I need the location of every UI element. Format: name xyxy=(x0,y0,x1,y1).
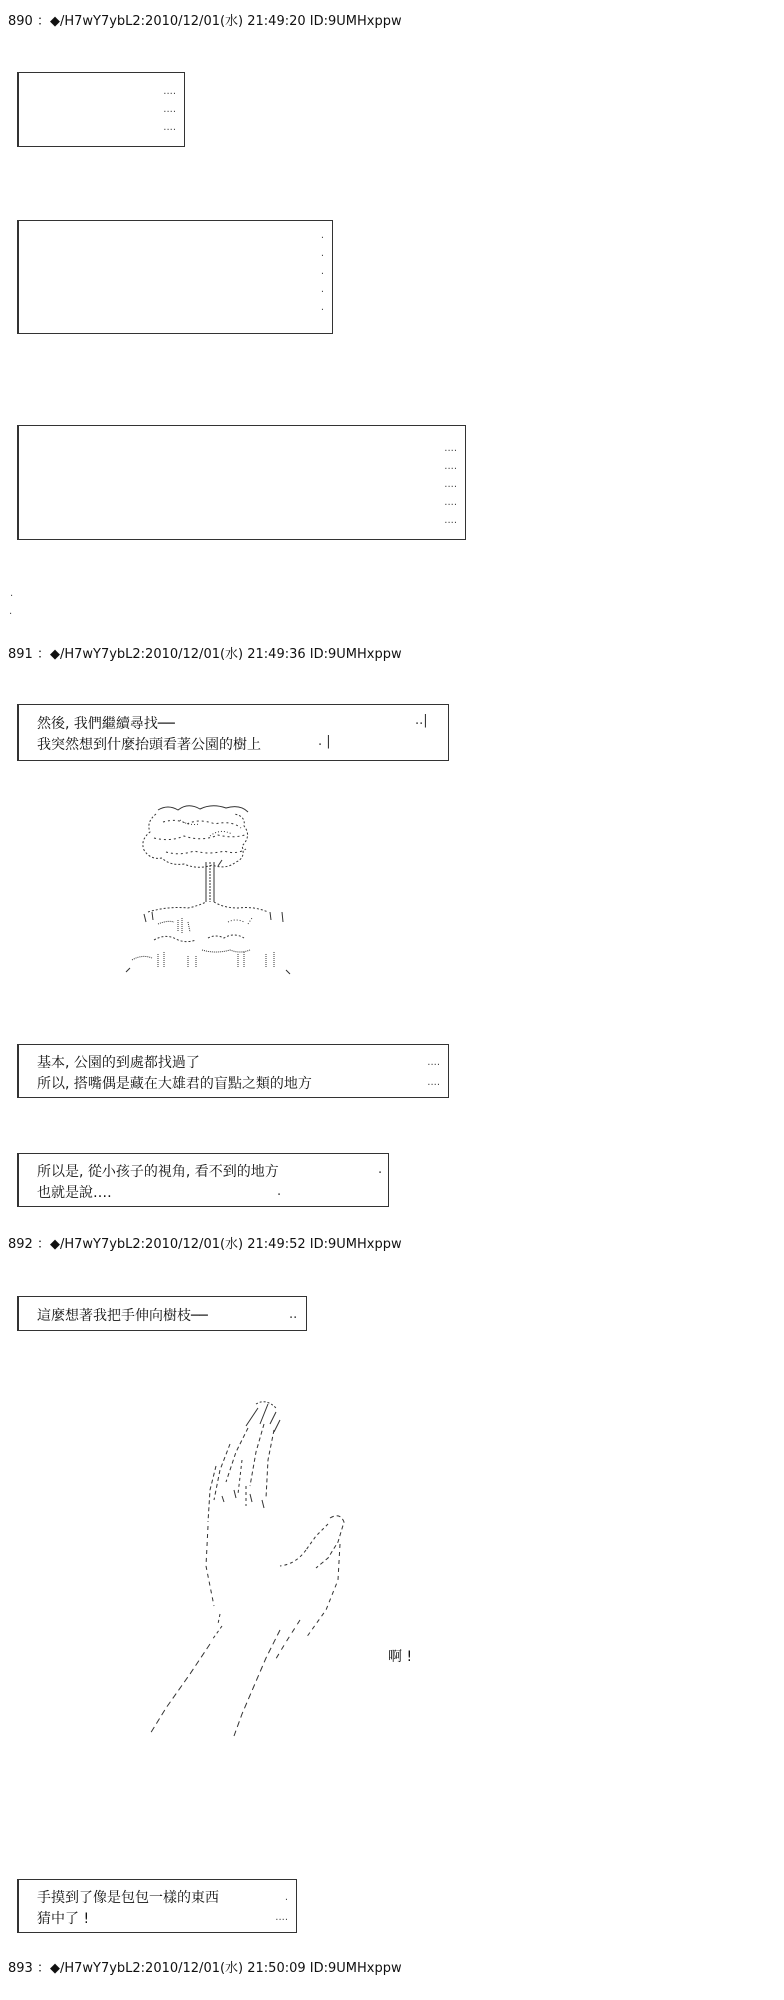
dialog-line: 猜中了 ! xyxy=(37,1911,90,1927)
dialog-line: 基本, 公園的到處都找過了 xyxy=(37,1055,200,1071)
dialog-line: 所以, 搭嘴偶是藏在大雄君的盲點之類的地方 xyxy=(37,1076,312,1092)
stray-dot: . xyxy=(10,588,14,599)
dialog-line: 所以是, 從小孩子的視角, 看不到的地方 xyxy=(37,1164,279,1180)
dialog-tail-mark: . xyxy=(378,1162,383,1177)
dialog-tail-mark: . xyxy=(277,1184,282,1199)
hand-ascii-art xyxy=(130,1400,370,1745)
dialog-line: 手摸到了像是包包一樣的東西 xyxy=(37,1890,219,1906)
dialog-box-dots: .... .... .... .... .... xyxy=(444,443,457,526)
dialog-box-dots: . .... xyxy=(275,1892,288,1923)
post-header-890: 890 ：◆/H7wY7ybL2:2010/12/01(水) 21:49:20 ID:9UMHxppw xyxy=(8,14,402,29)
dialog-tail-mark: ..| xyxy=(415,713,428,728)
dialog-tail-mark: . | xyxy=(318,734,331,749)
dialog-tail-mark: .. xyxy=(289,1307,298,1322)
post-header-892: 892 ：◆/H7wY7ybL2:2010/12/01(水) 21:49:52 ID:9UMHxppw xyxy=(8,1237,402,1252)
empty-dialog-box-medium xyxy=(17,220,333,334)
dialog-box-892-1 xyxy=(17,1296,307,1331)
dialog-line: 我突然想到什麼抬頭看著公園的樹上 xyxy=(37,737,261,753)
post-header-891: 891 ：◆/H7wY7ybL2:2010/12/01(水) 21:49:36 ID:9UMHxppw xyxy=(8,647,402,662)
dialog-box-891-3 xyxy=(17,1153,389,1207)
dialog-line: 也就是說‥‥ xyxy=(37,1185,112,1201)
dialog-box-891-2 xyxy=(17,1044,449,1098)
tree-ascii-art xyxy=(118,800,303,1000)
dialog-line: 這麼想著我把手伸向樹枝── xyxy=(37,1308,208,1324)
post-header-893: 893 ：◆/H7wY7ybL2:2010/12/01(水) 21:50:09 ID:9UMHxppw xyxy=(8,1961,402,1976)
empty-dialog-box-large xyxy=(17,425,466,540)
stray-dot: . xyxy=(9,606,13,617)
dialog-box-dots: .... .... xyxy=(427,1057,440,1088)
exclamation-text: 啊 ! xyxy=(388,1649,413,1665)
dialog-box-dots: .... .... .... xyxy=(163,86,176,133)
dialog-box-892-2 xyxy=(17,1879,297,1933)
dialog-box-dots: . . . . . xyxy=(320,230,324,313)
dialog-line: 然後, 我們繼續尋找── xyxy=(37,716,175,732)
empty-dialog-box-small xyxy=(17,72,185,147)
dialog-box-891-1 xyxy=(17,704,449,761)
